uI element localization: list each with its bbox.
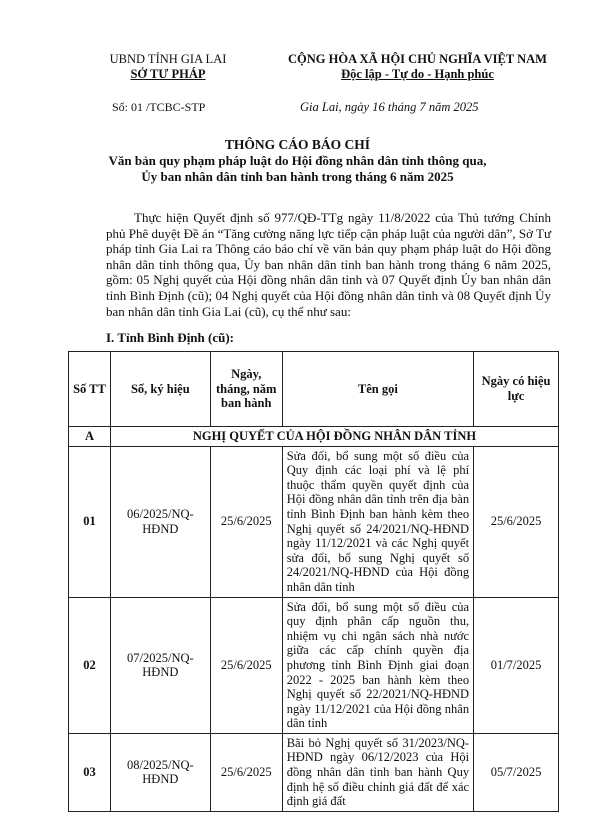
row-effective: 05/7/2025 [474, 733, 559, 811]
row-date: 25/6/2025 [210, 597, 282, 733]
country-name: CỘNG HÒA XÃ HỘI CHỦ NGHĨA VIỆT NAM [288, 52, 547, 66]
intro-paragraph: Thực hiện Quyết định số 977/QĐ-TTg ngày 11/8/2022 của Thủ tướng Chính phủ Phê duyệt Đề án “Tăng cường năng lực tiếp cận pháp luật của người dân”, Sở Tư pháp tỉnh Gia Lai ra Thông cáo báo chí về văn bản quy phạm pháp luật do Hội đồng nhân dân tỉnh thông qua, Ủy ban nhân dân tỉnh ban hành trong tháng 6 năm 2025, gồm: 05 Nghị quyết của Hội đồng nhân dân tỉnh và 07 Quyết định Ủy ban nhân dân tỉnh Bình Định (cũ); 04 Nghị quyết của Hội đồng nhân dân tỉnh và 08 Quyết định Ủy ban nhân dân tỉnh Gia Lai (cũ), cụ thể như sau: [106, 210, 551, 319]
agency-name: SỞ TƯ PHÁP [130, 67, 206, 81]
row-name: Bãi bỏ Nghị quyết số 31/2023/NQ-HĐND ngày 06/12/2023 của Hội đồng nhân dân tỉnh ban hành Quy định hệ số điều chỉnh giá đất để xác định giá đất [282, 733, 473, 811]
row-code: 06/2025/NQ-HĐND [110, 446, 210, 597]
row-effective: 25/6/2025 [474, 446, 559, 597]
header-national-block [270, 52, 565, 82]
document-number: Số: 01 /TCBC-STP [112, 100, 206, 114]
table-row [69, 446, 559, 597]
national-motto: Độc lập - Tự do - Hạnh phúc [341, 67, 494, 81]
group-row [69, 427, 559, 447]
header-code: Số, ký hiệu [110, 352, 210, 427]
table-header-row [69, 352, 559, 427]
row-stt: 02 [69, 597, 111, 733]
agency-parent: UBND TỈNH GIA LAI [109, 52, 227, 66]
table-row [69, 733, 559, 811]
row-effective: 01/7/2025 [474, 597, 559, 733]
document-title: THÔNG CÁO BÁO CHÍ [224, 137, 371, 152]
documents-table [68, 351, 559, 812]
section-heading: I. Tỉnh Bình Định (cũ): [106, 330, 235, 345]
header-agency-block [98, 52, 238, 82]
header-name: Tên gọi [282, 352, 473, 427]
date-line: Gia Lai, ngày 16 tháng 7 năm 2025 [300, 100, 479, 114]
row-code: 07/2025/NQ-HĐND [110, 597, 210, 733]
row-name: Sửa đổi, bổ sung một số điều của quy định phân cấp nguồn thu, nhiệm vụ chi ngân sách nhà nước giữa các cấp chính quyền địa phương tỉnh Bình Định giai đoạn 2022 - 2025 ban hành kèm theo Nghị quyết số 22/2021/NQ-HĐND ngày 11/12/2021 của Hội đồng nhân dân tỉnh [282, 597, 473, 733]
header-stt: Số TT [69, 352, 111, 427]
row-name: Sửa đổi, bổ sung một số điều của Quy định các loại phí và lệ phí thuộc thẩm quyền quyết định của Hội đồng nhân dân tỉnh trên địa bàn tỉnh Bình Định ban hành kèm theo Nghị quyết số 24/2021/NQ-HĐND ngày 11/12/2021 và các Nghị quyết sửa đổi, bổ sung Nghị quyết số 24/2021/NQ-HĐND của Hội đồng nhân dân tỉnh [282, 446, 473, 597]
document-subtitle [60, 153, 535, 185]
row-date: 25/6/2025 [210, 733, 282, 811]
row-stt: 03 [69, 733, 111, 811]
header-date: Ngày, tháng, năm ban hành [210, 352, 282, 427]
group-title: NGHỊ QUYẾT CỦA HỘI ĐỒNG NHÂN DÂN TỈNH [110, 427, 558, 447]
row-date: 25/6/2025 [210, 446, 282, 597]
row-stt: 01 [69, 446, 111, 597]
group-label: A [69, 427, 111, 447]
subtitle-line-1: Văn bản quy phạm pháp luật do Hội đồng nhân dân tỉnh thông qua, [108, 153, 487, 168]
header-effective: Ngày có hiệu lực [474, 352, 559, 427]
subtitle-line-2: Ủy ban nhân dân tỉnh ban hành trong tháng 6 năm 2025 [141, 169, 454, 184]
table-row [69, 597, 559, 733]
row-code: 08/2025/NQ-HĐND [110, 733, 210, 811]
